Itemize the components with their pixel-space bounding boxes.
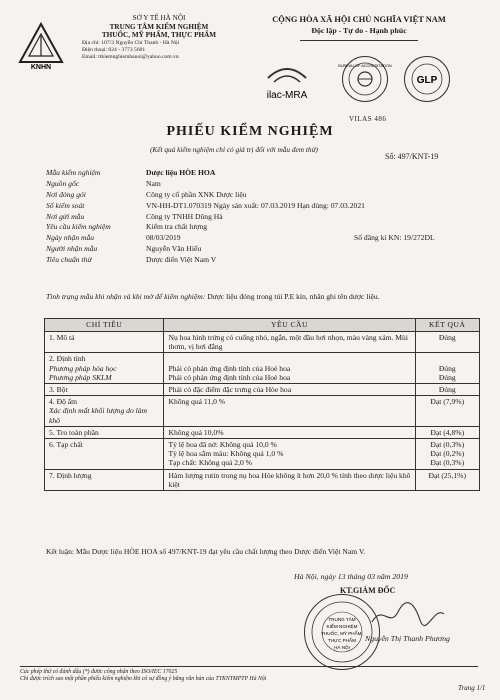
info-value: Công ty TNHH Dũng Hà bbox=[146, 211, 223, 221]
table-row bbox=[45, 396, 480, 427]
info-value: VN-HH-DT1.070319 Ngày sản xuất: 07.03.2019 Hạn dùng: 07.03.2021 bbox=[146, 200, 365, 210]
status-label: Tình trạng mẫu khi nhận và khi mở để kiểm nghiệm: bbox=[46, 292, 206, 301]
signer-name: Nguyễn Thị Thanh Phương bbox=[365, 634, 450, 643]
info-label: Yêu cầu kiểm nghiệm bbox=[46, 222, 111, 232]
test-requirement: Tỷ lệ hoa sẫm màu: Không quá 1,0 % bbox=[168, 449, 284, 459]
test-result: Đạt (7,9%) bbox=[415, 396, 479, 427]
column-header: KẾT QUẢ bbox=[415, 319, 479, 332]
svg-text:HÀ NỘI: HÀ NỘI bbox=[334, 645, 350, 650]
info-label: Mẫu kiểm nghiệm bbox=[46, 168, 101, 177]
info-value: Dược liệu HÒE HOA bbox=[146, 168, 216, 177]
info-value: Kiểm tra chất lượng bbox=[146, 222, 208, 232]
info-value: Công ty cổ phần XNK Dược liệu bbox=[146, 189, 247, 199]
test-requirement: Nụ hoa hình trứng có cuống nhỏ, ngắn, một đầu hơi nhọn, màu vàng xám. Mùi thơm, vị hơi đắng bbox=[164, 332, 415, 353]
country-name: CỘNG HÒA XÃ HỘI CHỦ NGHĨA VIỆT NAM bbox=[272, 15, 446, 24]
glp-seal bbox=[404, 56, 450, 102]
info-row-received-date bbox=[46, 233, 486, 244]
info-row-sender bbox=[46, 212, 486, 223]
test-method: Phương pháp SKLM bbox=[49, 372, 112, 382]
svg-text:TRUNG TÂM: TRUNG TÂM bbox=[328, 617, 356, 622]
test-result: Đúng bbox=[415, 332, 479, 353]
results-table bbox=[44, 318, 480, 491]
test-name: 3. Bột bbox=[45, 384, 164, 396]
registration-number: Số đăng kí KN: 19/272DL bbox=[354, 233, 435, 243]
svg-text:THỰC PHẨM: THỰC PHẨM bbox=[328, 638, 356, 643]
column-header: YÊU CẦU bbox=[164, 319, 415, 332]
footer-notes bbox=[20, 669, 440, 683]
test-requirement: Phải có phản ứng định tính của Hoè hoa bbox=[168, 372, 291, 382]
test-requirement: Không quá 11,0 % bbox=[164, 396, 415, 427]
center-name: TRUNG TÂM KIỂM NGHIỆM bbox=[109, 22, 209, 31]
test-result-cell bbox=[415, 439, 479, 470]
test-result: Đạt (0,2%) bbox=[430, 449, 465, 459]
test-name-cell bbox=[45, 396, 164, 427]
test-result-cell bbox=[415, 353, 479, 384]
test-name-cell bbox=[45, 353, 164, 384]
test-result: Đúng bbox=[438, 363, 456, 373]
table-row bbox=[45, 353, 480, 384]
document-subtitle: (Kết quả kiểm nghiệm chỉ có giá trị đối với mẫu đem thử) bbox=[150, 145, 318, 154]
sample-info bbox=[46, 168, 486, 266]
signature-scribble bbox=[368, 600, 448, 630]
test-name: 4. Độ ẩm bbox=[49, 397, 78, 407]
center-address: Địa chỉ: 107/3 Nguyễn Chí Thanh - Hà Nội bbox=[82, 39, 180, 46]
info-row-request bbox=[46, 222, 486, 233]
department-name: SỞ Y TẾ HÀ NỘI bbox=[132, 14, 186, 22]
motto-underline bbox=[300, 40, 418, 41]
test-result: Đúng bbox=[438, 372, 456, 382]
test-requirement: Không quá 10,0% bbox=[164, 426, 415, 438]
test-name: 6. Tạp chất bbox=[45, 439, 164, 470]
test-requirement: Phải có đặc điểm đặc trưng của Hòe hoa bbox=[164, 384, 415, 396]
info-label: Người nhận mẫu bbox=[46, 244, 98, 254]
info-value: Dược điển Việt Nam V bbox=[146, 255, 217, 265]
issue-date: Hà Nội, ngày 13 tháng 03 năm 2019 bbox=[294, 572, 408, 581]
test-result: Đạt (25,1%) bbox=[415, 469, 479, 490]
national-motto: Độc lập - Tự do - Hạnh phúc bbox=[311, 26, 407, 35]
page-number: Trang 1/1 bbox=[458, 684, 486, 692]
info-value: Nam bbox=[146, 178, 161, 188]
table-row bbox=[45, 439, 480, 470]
info-row-receiver bbox=[46, 244, 486, 255]
boa-accreditation-seal bbox=[338, 56, 392, 102]
test-name: 2. Định tính bbox=[49, 354, 86, 364]
info-row-control-number bbox=[46, 201, 486, 212]
test-result: Đạt (4,8%) bbox=[415, 426, 479, 438]
svg-text:KNHN: KNHN bbox=[30, 64, 52, 71]
center-logo bbox=[18, 22, 64, 70]
header-right bbox=[236, 14, 482, 36]
info-label: Số kiểm soát bbox=[46, 200, 85, 210]
footer-divider bbox=[20, 666, 478, 667]
sample-status bbox=[46, 291, 490, 303]
table-row bbox=[45, 332, 480, 353]
document-number: Số: 497/KNT-19 bbox=[385, 152, 439, 161]
info-row-origin bbox=[46, 179, 486, 190]
document-title: PHIẾU KIỂM NGHIỆM bbox=[166, 124, 334, 139]
info-label: Tiêu chuẩn thử bbox=[46, 255, 92, 265]
conclusion: Kết luận: Mẫu Dược liệu HÒE HOA số 497/KNT-19 đạt yêu cầu chất lượng theo Dược điển Việt Nam V. bbox=[46, 547, 366, 556]
svg-text:KIỂM NGHIỆM: KIỂM NGHIỆM bbox=[326, 624, 358, 629]
test-requirement: Hàm lượng rutin trong nụ hoa Hòe không ít hơn 20,0 % tính theo dược liệu khô kiệt bbox=[164, 469, 415, 490]
test-result: Đạt (0,3%) bbox=[430, 458, 465, 468]
test-method: Phương pháp hóa học bbox=[49, 363, 117, 373]
table-row bbox=[45, 469, 480, 490]
table-row bbox=[45, 426, 480, 438]
test-requirement-cell bbox=[164, 439, 415, 470]
director-title: KT.GIÁM ĐỐC bbox=[340, 586, 396, 595]
info-value: 08/03/2019 bbox=[146, 233, 181, 243]
test-requirement-cell bbox=[164, 353, 415, 384]
test-result: Đạt (0,3%) bbox=[430, 440, 465, 450]
test-result: Đúng bbox=[415, 384, 479, 396]
vilas-number: VILAS 486 bbox=[349, 115, 387, 123]
test-name: 1. Mô tả bbox=[45, 332, 164, 353]
test-name: 7. Định lượng bbox=[45, 469, 164, 490]
table-header-row bbox=[45, 319, 480, 332]
footer-note: Các phép thử có đánh dấu (*) được công nhận theo ISO/IEC 17025 bbox=[20, 669, 178, 675]
info-row-packer bbox=[46, 190, 486, 201]
test-method: Xác định mất khối lượng do làm khô bbox=[49, 406, 148, 425]
header-left bbox=[74, 14, 244, 61]
center-phone: Điện thoại: 024 - 3773 5601 bbox=[82, 46, 146, 53]
info-label: Ngày nhận mẫu bbox=[46, 233, 95, 243]
svg-text:BUREAU OF ACCREDITATION: BUREAU OF ACCREDITATION bbox=[338, 64, 392, 68]
svg-text:ilac-MRA: ilac-MRA bbox=[266, 90, 308, 101]
info-label: Nguồn gốc bbox=[46, 178, 80, 188]
info-label: Nơi gửi mẫu bbox=[46, 211, 85, 221]
ilac-mra-logo bbox=[258, 58, 316, 108]
center-email: Email: ttkiemnghiemhanoi@yahoo.com.vn bbox=[82, 53, 179, 60]
status-text: Dược liệu đóng trong túi P.E kín, nhãn ghi tên dược liệu. bbox=[207, 292, 380, 301]
info-row-standard bbox=[46, 255, 486, 266]
info-row-sample bbox=[46, 168, 486, 179]
test-name: 5. Tro toàn phần bbox=[45, 426, 164, 438]
svg-text:GLP: GLP bbox=[416, 75, 438, 86]
info-label: Nơi đóng gói bbox=[46, 189, 86, 199]
table-row bbox=[45, 384, 480, 396]
footer-note: Chỉ được trích sao một phần phiếu kiểm nghiệm khi có sự đồng ý bằng văn bản của TTKNTMPTP Hà Nội bbox=[20, 676, 267, 682]
info-value: Nguyễn Văn Hiếu bbox=[146, 244, 202, 254]
test-requirement: Tạp chất: Không quá 2,0 % bbox=[168, 458, 252, 468]
center-name-2: THUỐC, MỸ PHẨM, THỰC PHẨM bbox=[101, 31, 217, 40]
column-header: CHỈ TIÊU bbox=[45, 319, 164, 332]
test-requirement: Tỷ lệ hoa đã nở: Không quá 10,0 % bbox=[168, 440, 277, 450]
test-requirement: Phải có phản ứng định tính của Hoè hoa bbox=[168, 363, 291, 373]
svg-text:THUỐC, MỸ PHẨM,: THUỐC, MỸ PHẨM, bbox=[321, 631, 363, 636]
